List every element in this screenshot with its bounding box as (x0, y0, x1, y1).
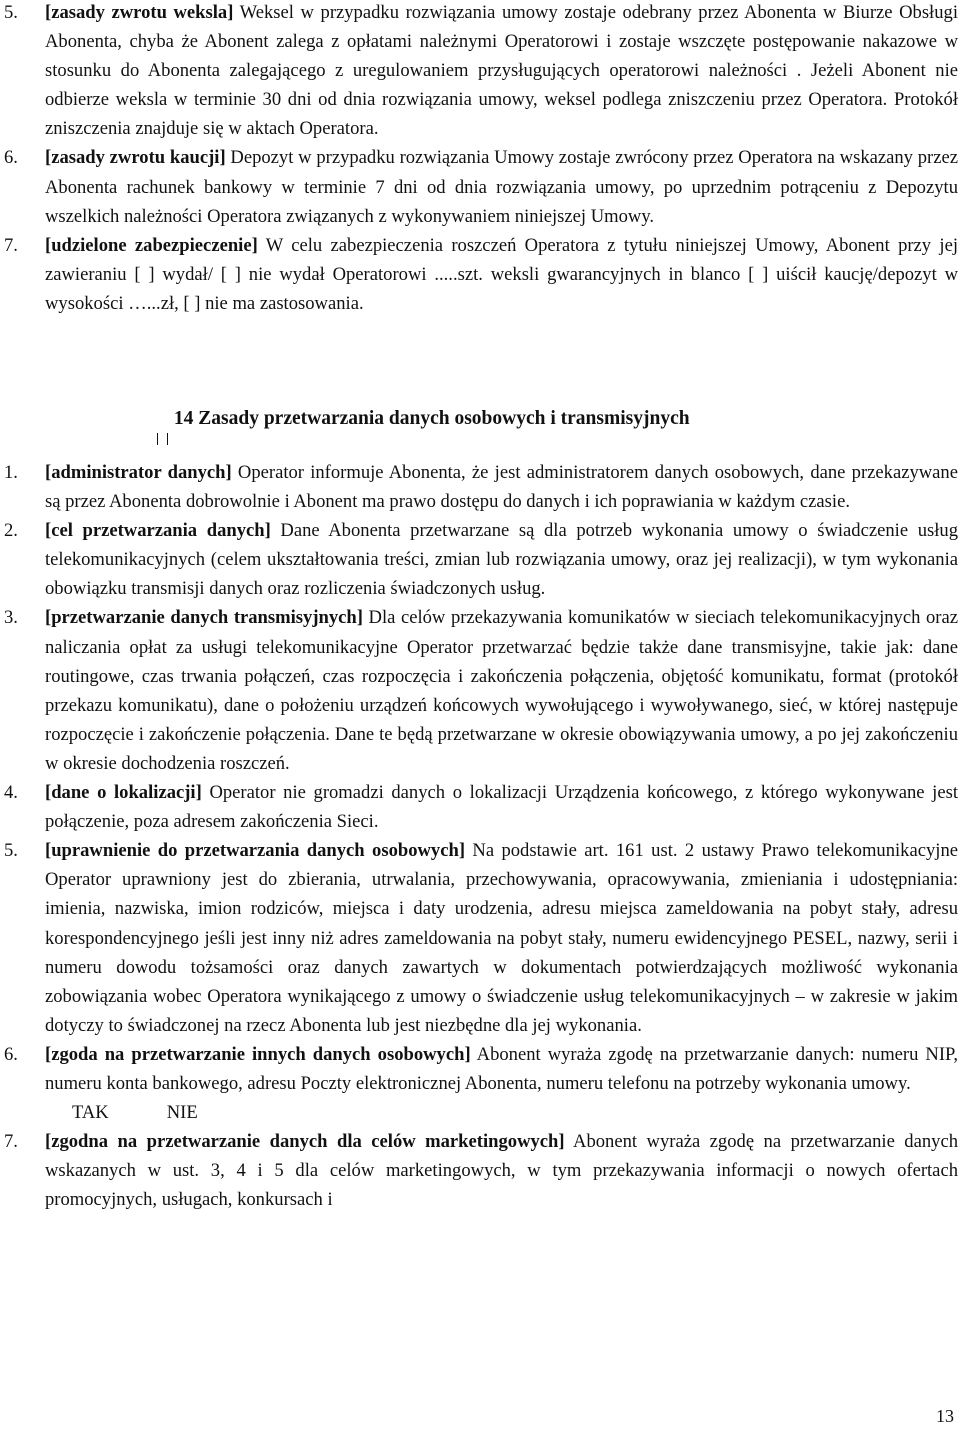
list-item (0, 778, 958, 836)
item-title: [zasady zwrotu weksla] (45, 2, 234, 23)
list-item (0, 143, 958, 230)
nie-option[interactable]: NIE (166, 1102, 198, 1124)
section-a-list (0, 0, 958, 318)
tak-option[interactable]: TAK (72, 1102, 109, 1124)
section-b-list (0, 458, 958, 1214)
item-text: W celu zabezpieczenia roszczeń Operatora z tytułu niniejszej Umowy, Abonent przy jej zawieraniu [ ] wydał/ [ ] nie wydał Operatorowi .....szt. weksli gwarancyjnych in blanco [ ] uiścił kaucję/depozyt w wysokości …...zł, [ ] nie ma zastosowania. (45, 234, 958, 314)
list-item (0, 1127, 958, 1214)
item-text: Operator informuje Abonenta, że jest administratorem danych osobowych, dane przekazywane są przez Abonenta dobrowolnie i Abonent ma prawo dostępu do danych i ich poprawiania w każdym czasie. (45, 462, 958, 513)
item-text: Weksel w przypadku rozwiązania umowy zostaje odebrany przez Abonenta w Biurze Obsługi Abonenta, chyba że Abonent zalega z opłatami należnymi Operatorowi i zostaje wszczęte postępowanie nakazowe w stosunku do Abonenta zalegającego z uregulowaniem przysługujących operatorowi należności . Jeżeli Abonent nie odbierze weksla w terminie 30 dni od dnia rozwiązania umowy, weksel podlega zniszczeniu przez Operatora. Protokół zniszczenia znajduje się w aktach Operatora. (45, 2, 958, 140)
item-text: Dla celów przekazywania komunikatów w sieciach telekomunikacyjnych oraz naliczania opłat za usługi telekomunikacyjne Operator przetwarzać będzie także dane transmisyjne, takie jak: dane routingowe, czas trwania połączeń, czas rozpoczęcia i zakończenia połączenia, objętość komunikatu, format (protokół przekazu komunikatu), dane o położeniu urządzeń końcowych wywołującego i wywoływanego, sieć, w której następuje rozpoczęcie i zakończenie połączenia. Dane te będą przetwarzane w okresie obowiązywania umowy, a po jej zakończeniu w okresie dochodzenia roszczeń. (45, 607, 958, 774)
list-item (0, 0, 958, 143)
item-title: [cel przetwarzania danych] (45, 520, 271, 542)
consent-options (0, 1098, 958, 1127)
item-text: Abonent wyraża zgodę na przetwarzanie danych: numeru NIP, numeru konta bankowego, adresu Poczty elektronicznej Abonenta, numeru telefonu na potrzeby wykonania umowy. (45, 1043, 958, 1094)
section-heading (155, 404, 690, 434)
item-number: 3. (4, 607, 18, 629)
item-number: 6. (4, 147, 18, 169)
item-number: 2. (4, 520, 18, 542)
item-title: [uprawnienie do przetwarzania danych osobowych] (45, 840, 466, 862)
section-heading-text: 14 Zasady przetwarzania danych osobowych i transmisyjnych (173, 408, 690, 429)
item-number: 7. (4, 1131, 18, 1153)
item-text: Depozyt w przypadku rozwiązania Umowy zostaje zwrócony przez Operatora na wskazany przez Abonenta rachunek bankowy w terminie 7 dni od dnia rozwiązania umowy, po uprzednim potrąceniu z Depozytu wszelkich należności Operatora związanych z wykonywaniem niniejszej Umowy. (45, 147, 958, 227)
item-text: Na podstawie art. 161 ust. 2 ustawy Prawo telekomunikacyjne Operator uprawniony jest do zbierania, utrwalania, przechowywania, opracowywania, zmieniania i udostępniania: imienia, nazwiska, imion rodziców, miejsca i daty urodzenia, adresu miejsca zameldowania na pobyt stały, adresu korespondencyjnego jeśli jest inny niż adres zameldowania na pobyt stały, numeru ewidencyjnego PESEL, nazwy, serii i numeru dowodu tożsamości oraz danych zawartych w dokumentach potwierdzających możliwość wykonania zobowiązania wobec Operatora wynikającego z umowy o świadczenie usług telekomunikacyjnych – w zakresie w jakim dotyczy to świadczonej na rzecz Abonenta lub jest niezbędne dla jej wykonania. (45, 840, 958, 1036)
item-title: [dane o lokalizacji] (45, 782, 202, 804)
item-title: [administrator danych] (45, 462, 232, 483)
list-item (0, 603, 958, 778)
list-item (0, 231, 958, 318)
item-number: 7. (4, 234, 18, 256)
list-item (0, 1040, 958, 1098)
item-number: 6. (4, 1043, 18, 1065)
item-title: [przetwarzanie danych transmisyjnych] (45, 607, 363, 629)
item-number: 1. (4, 462, 18, 483)
list-item (0, 458, 958, 516)
list-item (0, 516, 958, 603)
page-number: 13 (936, 1406, 954, 1426)
item-title: [zgoda na przetwarzanie innych danych osobowych] (45, 1043, 471, 1065)
item-text: Abonent wyraża zgodę na przetwarzanie danych wskazanych w ust. 3, 4 i 5 dla celów marketingowych, w tym przekazywania informacji o nowych ofertach promocyjnych, usługach, konkursach i (45, 1131, 958, 1211)
list-item (0, 836, 958, 1040)
item-number: 4. (4, 782, 18, 804)
item-title: [udzielone zabezpieczenie] (45, 234, 258, 256)
item-text: Dane Abonenta przetwarzane są dla potrzeb wykonania umowy o świadczenie usług telekomunikacyjnych (celem ukształtowania treści, zmian lub rozwiązania umowy, oraz jej realizacji), w tym wykonania obowiązku transmisji danych oraz rozliczenia świadczonych usług. (45, 520, 958, 600)
item-title: [zasady zwrotu kaucji] (45, 147, 226, 169)
item-title: [zgodna na przetwarzanie danych dla celów marketingowych] (45, 1131, 565, 1153)
item-number: 5. (4, 840, 18, 862)
item-text: Operator nie gromadzi danych o lokalizacji Urządzenia końcowego, z którego wykonywane jest połączenie, poza adresem zakończenia Sieci. (45, 782, 958, 833)
item-number: 5. (4, 2, 18, 23)
